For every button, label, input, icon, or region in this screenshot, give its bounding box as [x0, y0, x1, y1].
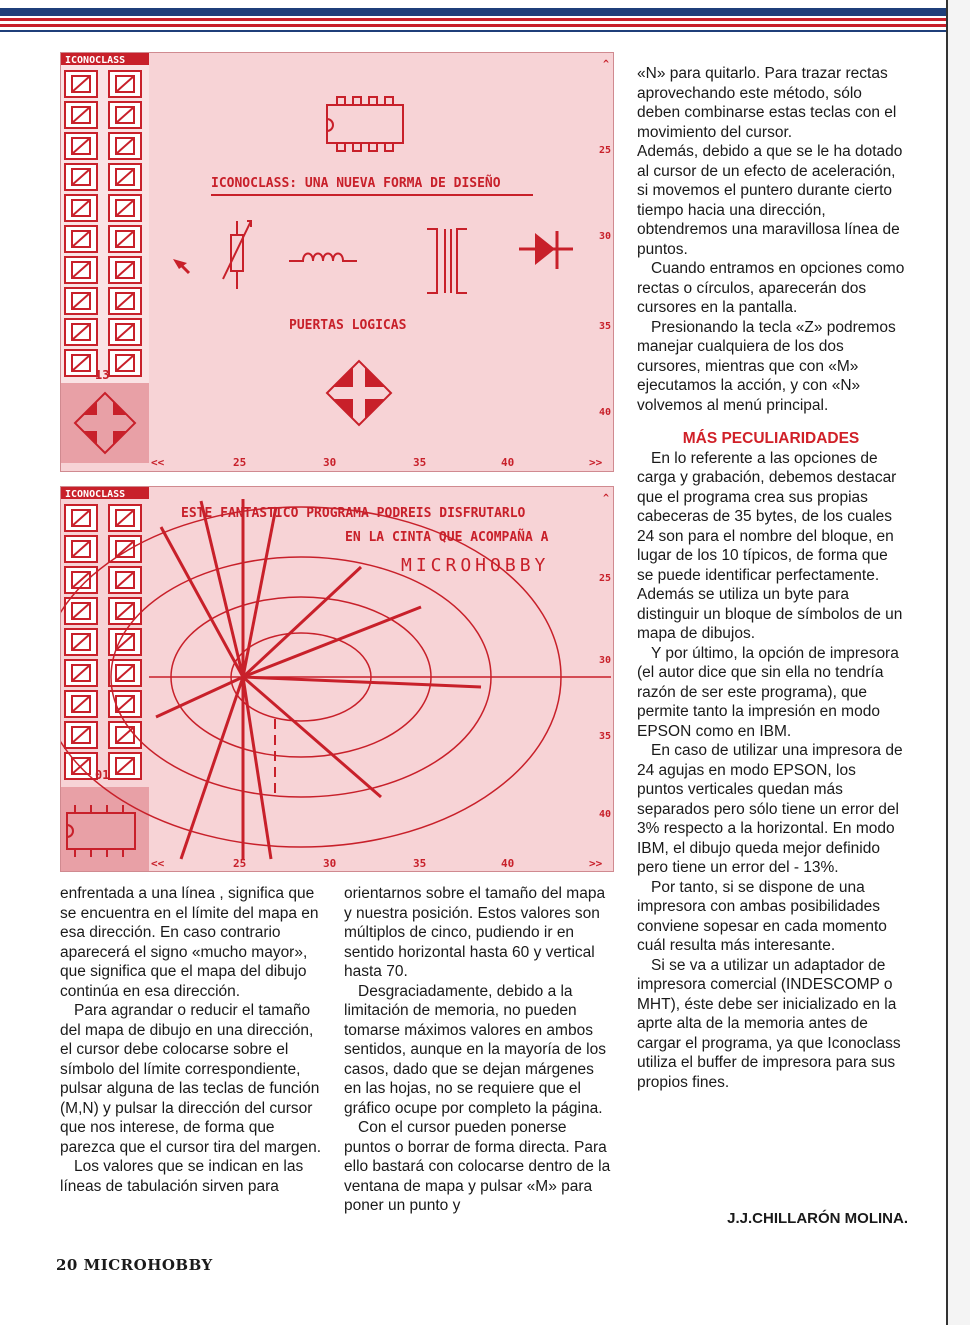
ruler-label: 25	[233, 857, 247, 870]
zigzag-icon[interactable]	[65, 660, 97, 686]
ruler-label: 40	[501, 857, 515, 870]
zigzag-icon[interactable]	[65, 226, 97, 252]
pattern-icon[interactable]	[109, 195, 141, 221]
side-ruler-label: 30	[599, 231, 612, 242]
ruler-label[interactable]: >>	[589, 857, 603, 870]
top-stripe-blue	[0, 8, 950, 16]
variable-resistor-icon	[223, 221, 251, 289]
ruler-label[interactable]: >>	[589, 456, 603, 469]
screenshot-iconoclass-circles	[60, 486, 614, 872]
top-stripe-red	[0, 18, 950, 21]
screen-title: ICONOCLASS: UNA NUEVA FORMA DE DISEÑO	[211, 176, 501, 191]
minus-icon[interactable]	[109, 350, 141, 376]
bottom-ruler	[151, 857, 603, 870]
arrows-icon[interactable]	[65, 722, 97, 748]
ruler-icon[interactable]	[109, 567, 141, 593]
disk-icon[interactable]	[65, 102, 97, 128]
app-tab: ICONOCLASS	[65, 489, 126, 500]
paragraph: En caso de utilizar una impresora de 24 agujas en modo EPSON, los puntos verticales quedan más separados pero sólo tiene un error del 3% respecto a la horizontal. En modo IBM, el dibujo queda mejor definido pero tiene un error del - 13%.	[637, 742, 903, 876]
side-ruler-label: 25	[599, 145, 612, 156]
ruler-label[interactable]: <<	[151, 456, 165, 469]
updown-icon[interactable]	[65, 753, 97, 779]
rom-icon[interactable]	[65, 195, 97, 221]
inductor-icon	[289, 254, 357, 262]
ruler-icon[interactable]	[109, 133, 141, 159]
side-ruler-label: 35	[599, 731, 612, 742]
figure-icon[interactable]	[65, 71, 97, 97]
folder-icon[interactable]	[109, 102, 141, 128]
figure-icon[interactable]	[65, 505, 97, 531]
palette-number: 01	[95, 768, 110, 782]
screen-message-line-2: EN LA CINTA QUE ACOMPAÑA A	[345, 530, 549, 545]
printer-icon[interactable]	[109, 505, 141, 531]
person-icon[interactable]	[65, 133, 97, 159]
ic-chip-icon	[327, 97, 403, 151]
printer-icon[interactable]	[109, 71, 141, 97]
ruler-label: 30	[323, 456, 337, 469]
ruler-label[interactable]: <<	[151, 857, 165, 870]
column-1	[60, 884, 328, 1196]
section-heading: MÁS PECULIARIDADES	[682, 430, 860, 447]
paragraph: Cuando entramos en opciones como rectas o círculos, aparecerán dos cursores en la pantalla.	[637, 260, 905, 316]
page-footer: 20 MICROHOBBY	[56, 1256, 213, 1274]
ruler-label: 40	[501, 456, 515, 469]
paragraph: Si se va a utilizar un adaptador de impresora comercial (INDESCOMP o MHT), éste debe ser inicializado en la aprte alta de la memoria antes de cargar el programa, ya que Iconoclass utiliza el buffer de impresora para sus propios fines.	[637, 956, 901, 1091]
rom-icon[interactable]	[65, 629, 97, 655]
diode-bridge-icon	[327, 361, 391, 425]
side-ruler-label: 40	[599, 407, 612, 418]
side-ruler-label: 25	[599, 573, 612, 584]
person-icon[interactable]	[65, 567, 97, 593]
plus-icon[interactable]	[65, 350, 97, 376]
page-edge	[946, 0, 970, 1325]
hand-icon[interactable]	[109, 288, 141, 314]
scroll-up-icon[interactable]: ^	[603, 493, 610, 504]
side-ruler-label: 40	[599, 809, 612, 820]
app-tab: ICONOCLASS	[65, 55, 126, 66]
side-ruler	[599, 493, 611, 820]
section-label: PUERTAS LOGICAS	[289, 318, 407, 333]
paragraph: Presionando la tecla «Z» podremos manejar cualquiera de los dos cursores, mientras que con «M» ejecutamos la acción, y con «N» volvemos al menú principal.	[637, 318, 896, 414]
text-icon[interactable]	[109, 164, 141, 190]
ruler-label: 25	[233, 456, 247, 469]
side-ruler-label: 30	[599, 655, 612, 666]
scroll-up-icon[interactable]: ^	[603, 59, 610, 70]
column-2	[344, 884, 614, 1216]
paragraph: Con el cursor pueden ponerse puntos o borrar de forma directa. Para ello bastará con colocarse dentro de la ventana de mapa y pulsar «M» para poner un punto y	[344, 1119, 611, 1214]
paragraph: Y por último, la opción de impresora (el autor dice que sin ella no tendría razón de ser este programa), que permite tanto la impresión en modo EPSON como en IBM.	[637, 644, 899, 740]
runner-icon[interactable]	[65, 164, 97, 190]
ruler-label: 30	[323, 857, 337, 870]
paragraph: enfrentada a una línea , significa que se encuentra en el límite del mapa en esa dirección. En caso contrario aparecerá el signo «mucho mayor», que significa que el mapa del dibujo continúa en esa dirección.	[60, 885, 319, 1000]
paragraph: «N» para quitarlo. Para trazar rectas aprovechando este método, sólo deben combinarse estas teclas con el movimiento del cursor.	[637, 65, 897, 141]
side-ruler-label: 35	[599, 321, 612, 332]
top-stripe-red-2	[0, 24, 950, 27]
updown-icon[interactable]	[65, 319, 97, 345]
icon-palette	[65, 505, 141, 779]
palette-number: 13	[95, 368, 110, 382]
arrow-cursor-icon	[173, 259, 189, 273]
pencil-icon[interactable]	[109, 660, 141, 686]
paragraph: Los valores que se indican en las líneas de tabulación sirven para	[60, 1158, 304, 1195]
author-signature: J.J.CHILLARÓN MOLINA.	[727, 1210, 908, 1227]
transformer-icon	[427, 229, 467, 293]
paragraph: orientarnos sobre el tamaño del mapa y nuestra posición. Estos valores son múltiplos de cinco, pudiendo ir en sentido horizontal hasta 60 y vertical hasta 70.	[344, 885, 606, 980]
swap-icon[interactable]	[109, 753, 141, 779]
paragraph: Para agrandar o reducir el tamaño del mapa de dibujo en una dirección, el cursor debe colocarse sobre el símbolo del límite correspondiente, pulsar alguna de las teclas de función (M,N) y pulsar la dirección del cursor que nos interese, de forma que parezca que el cursor tira del margen.	[60, 1002, 322, 1156]
ruler-label: 35	[413, 456, 427, 469]
hand-icon[interactable]	[109, 722, 141, 748]
ruler-label: 35	[413, 857, 427, 870]
paragraph: Además, debido a que se le ha dotado al cursor de un efecto de aceleración, si movemos el puntero durante cierto tiempo hacia una dirección, obtendremos una maravillosa línea de puntos.	[637, 143, 903, 258]
arrows-icon[interactable]	[65, 288, 97, 314]
screen-message-line-1: ESTE FANTASTICO PROGRAMA PODREIS DISFRUTARLO	[181, 506, 526, 521]
paragraph: Por tanto, si se dispone de una impresora con ambas posibilidades conviene sopesar en cada momento cuál resulta más interesante.	[637, 878, 887, 954]
disk-icon[interactable]	[65, 536, 97, 562]
text-icon[interactable]	[109, 598, 141, 624]
screenshot-iconoclass-logic	[60, 52, 614, 472]
screen-message-line-3: MICROHOBBY	[401, 555, 550, 576]
side-ruler	[599, 59, 611, 418]
runner-icon[interactable]	[65, 598, 97, 624]
pencil-icon[interactable]	[109, 226, 141, 252]
paragraph: En lo referente a las opciones de carga y grabación, debemos destacar que el programa crea sus propias cabeceras de 35 bytes, de los cuales 24 son para el nombre del bloque, en lugar de los 10 típicos, de forma que se puede identificar perfectamente. Además se utiliza un byte para distinguir un bloque de símbolos de un mapa de dibujos.	[637, 449, 903, 642]
spray-icon[interactable]	[109, 257, 141, 283]
paint-icon[interactable]	[65, 257, 97, 283]
bottom-ruler	[151, 456, 603, 469]
paint-icon[interactable]	[65, 691, 97, 717]
paragraph: Desgraciadamente, debido a la limitación de memoria, no pueden tomarse máximos valores en ambos sentidos, aunque en la mayoría de los casos, dado que se dejan márgenes en las hojas, no se requiere que el gráfico ocupe por completo la página.	[344, 982, 606, 1117]
column-3	[637, 64, 905, 1092]
diode-icon	[519, 231, 573, 269]
folder-icon[interactable]	[109, 536, 141, 562]
top-stripe-blue-2	[0, 30, 950, 32]
swap-icon[interactable]	[109, 319, 141, 345]
